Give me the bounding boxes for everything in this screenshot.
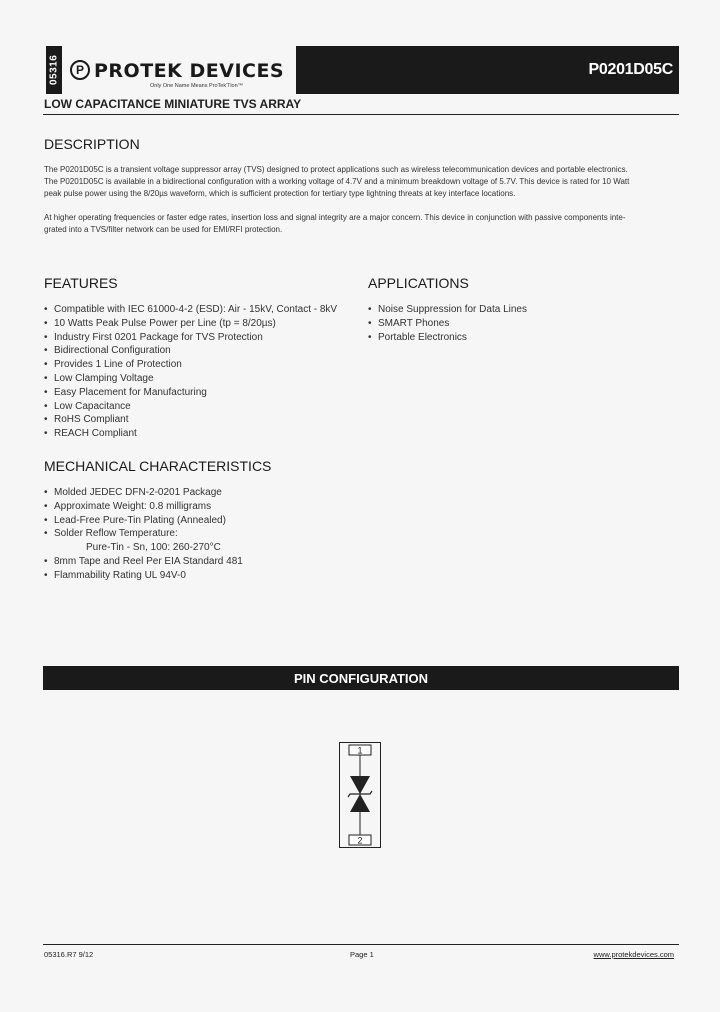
description-paragraph-1 bbox=[44, 164, 680, 200]
list-item: • Noise Suppression for Data Lines bbox=[368, 303, 527, 317]
description-line: peak pulse power using the 8/20µs waveform, which is sufficient protection for tertiary type lightning threats at key interface locations. bbox=[44, 189, 516, 198]
footer-website-link[interactable]: www.protekdevices.com bbox=[593, 950, 674, 959]
description-paragraph-2 bbox=[44, 212, 680, 236]
list-item: • Approximate Weight: 0.8 milligrams bbox=[44, 500, 243, 514]
footer-page-number: Page 1 bbox=[350, 950, 374, 959]
diode-lower-triangle bbox=[350, 794, 370, 812]
list-item: • 8mm Tape and Reel Per EIA Standard 481 bbox=[44, 555, 243, 569]
features-title: FEATURES bbox=[44, 275, 118, 291]
list-item: • RoHS Compliant bbox=[44, 413, 337, 427]
footer-divider bbox=[43, 944, 679, 945]
description-line: The P0201D05C is a transient voltage suppressor array (TVS) designed to protect applications such as wireless telecommunication devices and portable electronics. bbox=[44, 165, 628, 174]
part-number-banner bbox=[296, 46, 679, 94]
header-divider bbox=[43, 114, 679, 115]
list-item: • Portable Electronics bbox=[368, 331, 527, 345]
pin-configuration-diagram bbox=[339, 742, 381, 848]
description-line: At higher operating frequencies or faster edge rates, insertion loss and signal integrity are a major concern. This device in conjunction with passive components inte- bbox=[44, 213, 626, 222]
logo-name: PROTEK DEVICES bbox=[94, 60, 285, 82]
description-line: grated into a TVS/filter network can be used for EMI/RFI protection. bbox=[44, 225, 283, 234]
pin-2-label: 2 bbox=[357, 835, 363, 846]
protek-logo bbox=[70, 56, 290, 92]
list-item: • Compatible with IEC 61000-4-2 (ESD): Air - 15kV, Contact - 8kV bbox=[44, 303, 337, 317]
list-item: • Lead-Free Pure-Tin Plating (Annealed) bbox=[44, 514, 243, 528]
list-item: • Low Capacitance bbox=[44, 400, 337, 414]
document-subtitle: LOW CAPACITANCE MINIATURE TVS ARRAY bbox=[44, 97, 302, 111]
applications-title: APPLICATIONS bbox=[368, 275, 469, 291]
reflow-detail: Pure-Tin - Sn, 100: 260-270°C bbox=[86, 542, 221, 554]
description-line: The P0201D05C is available in a bidirectional configuration with a working voltage of 4.7V and a minimum breakdown voltage of 5.7V. This device is rated for 10 Watt bbox=[44, 177, 630, 186]
pin-configuration-title: PIN CONFIGURATION bbox=[43, 666, 679, 690]
list-item: • 10 Watts Peak Pulse Power per Line (tp = 8/20µs) bbox=[44, 317, 337, 331]
features-list bbox=[44, 303, 337, 441]
list-item: • Molded JEDEC DFN-2-0201 Package bbox=[44, 486, 243, 500]
list-item: • Industry First 0201 Package for TVS Protection bbox=[44, 331, 337, 345]
logo-tagline: Only One Name Means ProTek'Tion™ bbox=[150, 83, 244, 89]
list-item: • Low Clamping Voltage bbox=[44, 372, 337, 386]
list-item: • Flammability Rating UL 94V-0 bbox=[44, 569, 243, 583]
document-code-vertical: 05316 bbox=[46, 46, 62, 94]
footer-doc-revision: 05316.R7 9/12 bbox=[44, 950, 94, 959]
description-title: DESCRIPTION bbox=[44, 136, 140, 152]
part-number: P0201D05C bbox=[588, 61, 673, 78]
applications-list bbox=[368, 303, 527, 344]
list-item: • Provides 1 Line of Protection bbox=[44, 358, 337, 372]
mechanical-title: MECHANICAL CHARACTERISTICS bbox=[44, 458, 272, 474]
logo-mark-icon: P bbox=[70, 60, 90, 80]
mechanical-list bbox=[44, 486, 243, 583]
list-item: • Easy Placement for Manufacturing bbox=[44, 386, 337, 400]
list-item: • Solder Reflow Temperature: bbox=[44, 527, 243, 541]
list-item: • REACH Compliant bbox=[44, 427, 337, 441]
list-item: • SMART Phones bbox=[368, 317, 527, 331]
list-item: • Bidirectional Configuration bbox=[44, 344, 337, 358]
diode-upper-triangle bbox=[350, 776, 370, 794]
pin-1-label: 1 bbox=[357, 745, 363, 756]
